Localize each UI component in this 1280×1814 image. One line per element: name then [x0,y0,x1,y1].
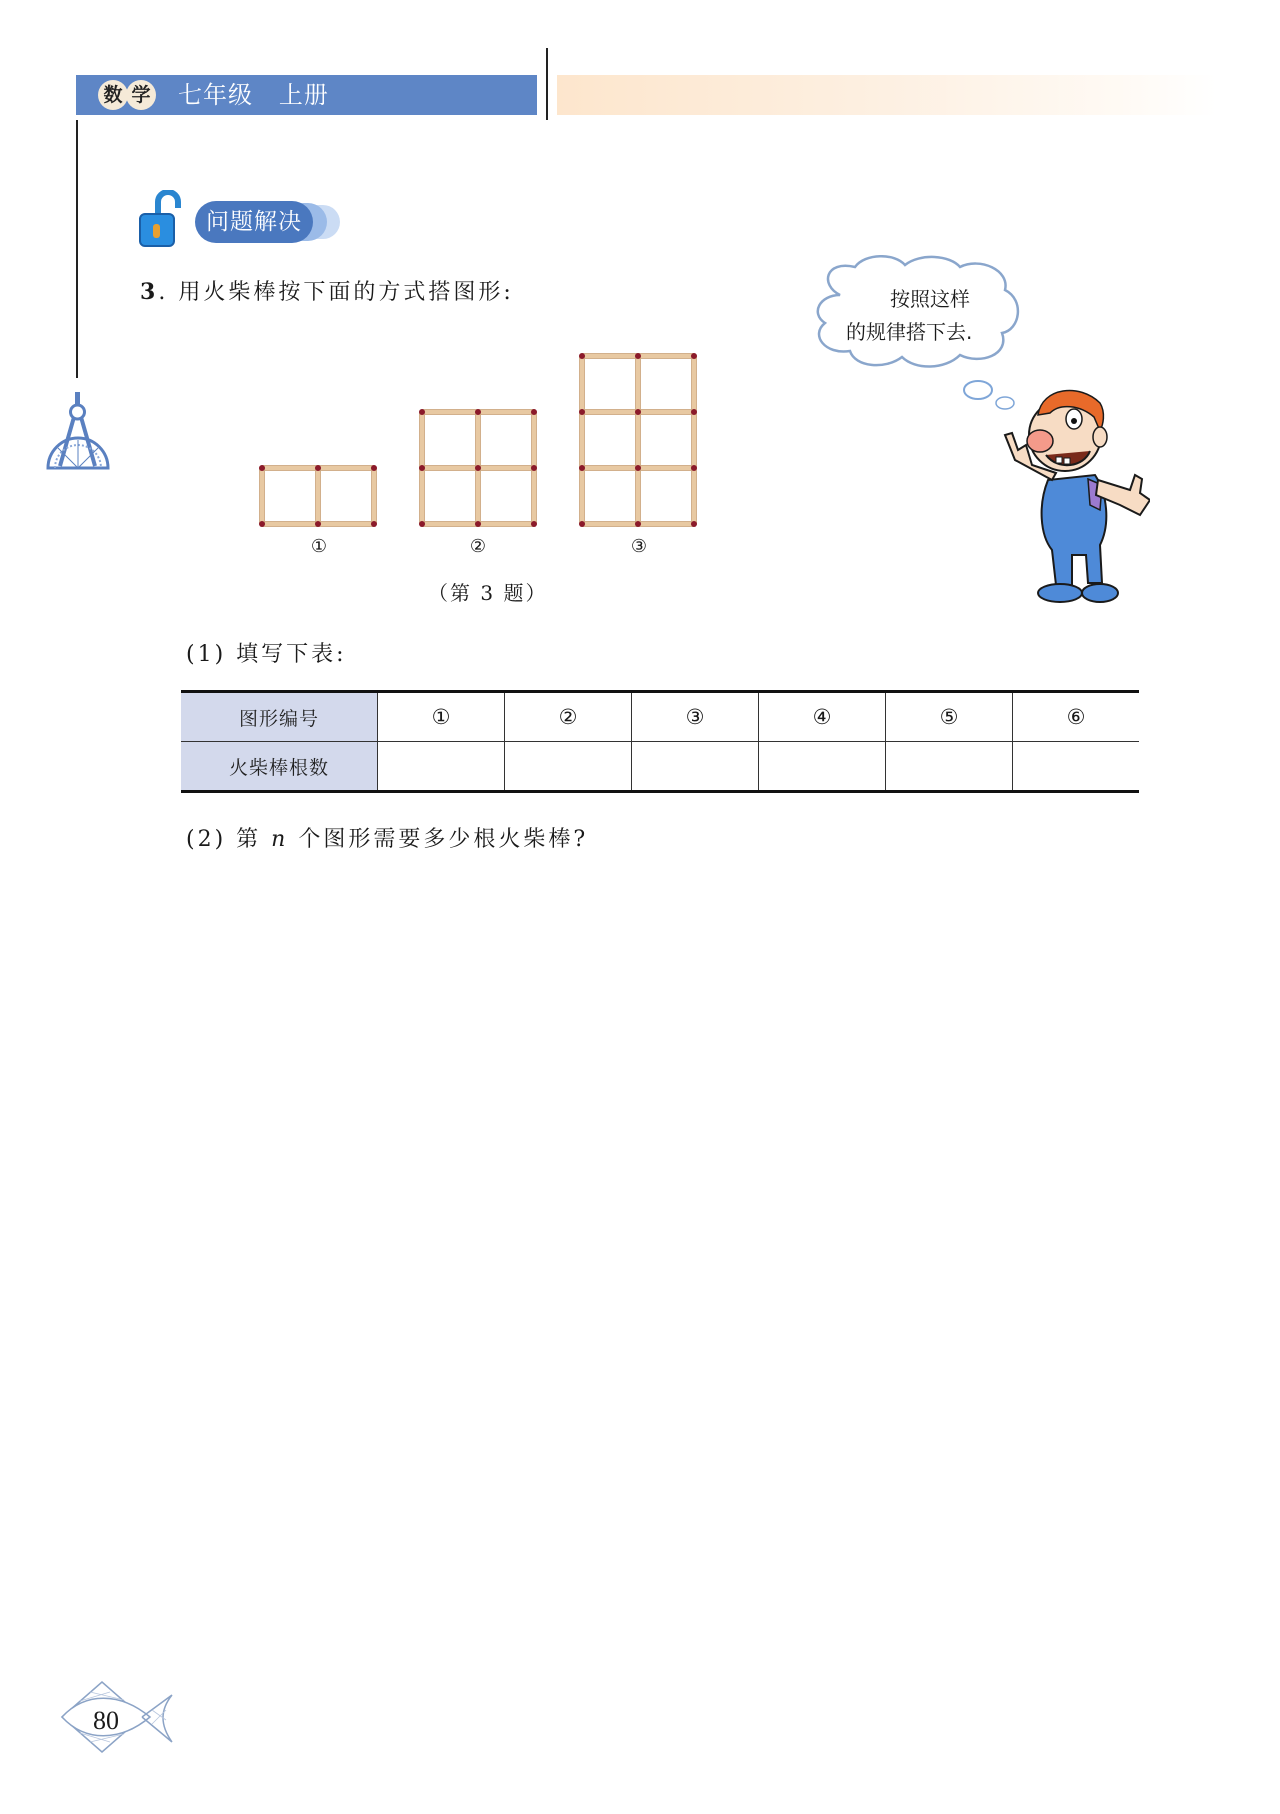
column-figure-3: ③ [632,692,759,742]
header-gradient-band [557,75,1217,115]
thought-line-1: 按照这样 [890,287,970,311]
column-figure-5: ⑤ [886,692,1013,742]
column-figure-1: ① [378,692,505,742]
part-2-prefix: (2) 第 [186,827,272,852]
column-figure-6: ⑥ [1013,692,1140,742]
cartoon-boy-icon [960,375,1150,615]
thought-line-2: 的规律搭下去. [846,320,973,344]
figure-caption: （第 3 题） [428,581,548,605]
column-figure-2: ② [505,692,632,742]
part-2-suffix: 个图形需要多少根火柴棒? [288,827,589,852]
subject-char-1: 数 [98,80,128,110]
answer-cell-5[interactable] [886,742,1013,792]
column-figure-4: ④ [759,692,886,742]
answer-cell-3[interactable] [632,742,759,792]
figure-3-label: ③ [630,536,648,557]
answer-cell-1[interactable] [378,742,505,792]
compass-protractor-icon [44,390,112,472]
subject-char-2: 学 [126,80,156,110]
answer-table [181,690,1139,793]
figure-1-label: ① [310,536,328,557]
matchstick-figures [255,345,715,535]
answer-cell-2[interactable] [505,742,632,792]
variable-n: n [271,827,289,852]
table-row-matchstick-count [181,742,1139,792]
header-divider [546,48,548,120]
header-bar [76,75,537,115]
figure-1 [259,465,377,527]
row-header-figure-number: 图形编号 [181,692,378,742]
figure-2 [419,409,537,527]
book-title: 七年级 上册 [178,81,329,109]
problem-text: 用火柴棒按下面的方式搭图形: [178,280,514,305]
part-2-question [186,822,588,853]
row-header-matchstick-count: 火柴棒根数 [181,742,378,792]
figure-3 [579,353,697,527]
table-row-figure-number [181,692,1139,742]
page-number: 80 [93,1706,119,1735]
answer-cell-4[interactable] [759,742,886,792]
open-padlock-icon [138,190,188,248]
section-badge: 问题解决 [195,201,313,243]
part-1-instruction: (1) 填写下表: [186,642,347,667]
problem-statement [140,275,514,306]
problem-number: 3 [140,279,159,305]
problem-dot: . [158,280,179,305]
answer-cell-6[interactable] [1013,742,1140,792]
margin-line [76,120,78,378]
figure-2-label: ② [469,536,487,557]
